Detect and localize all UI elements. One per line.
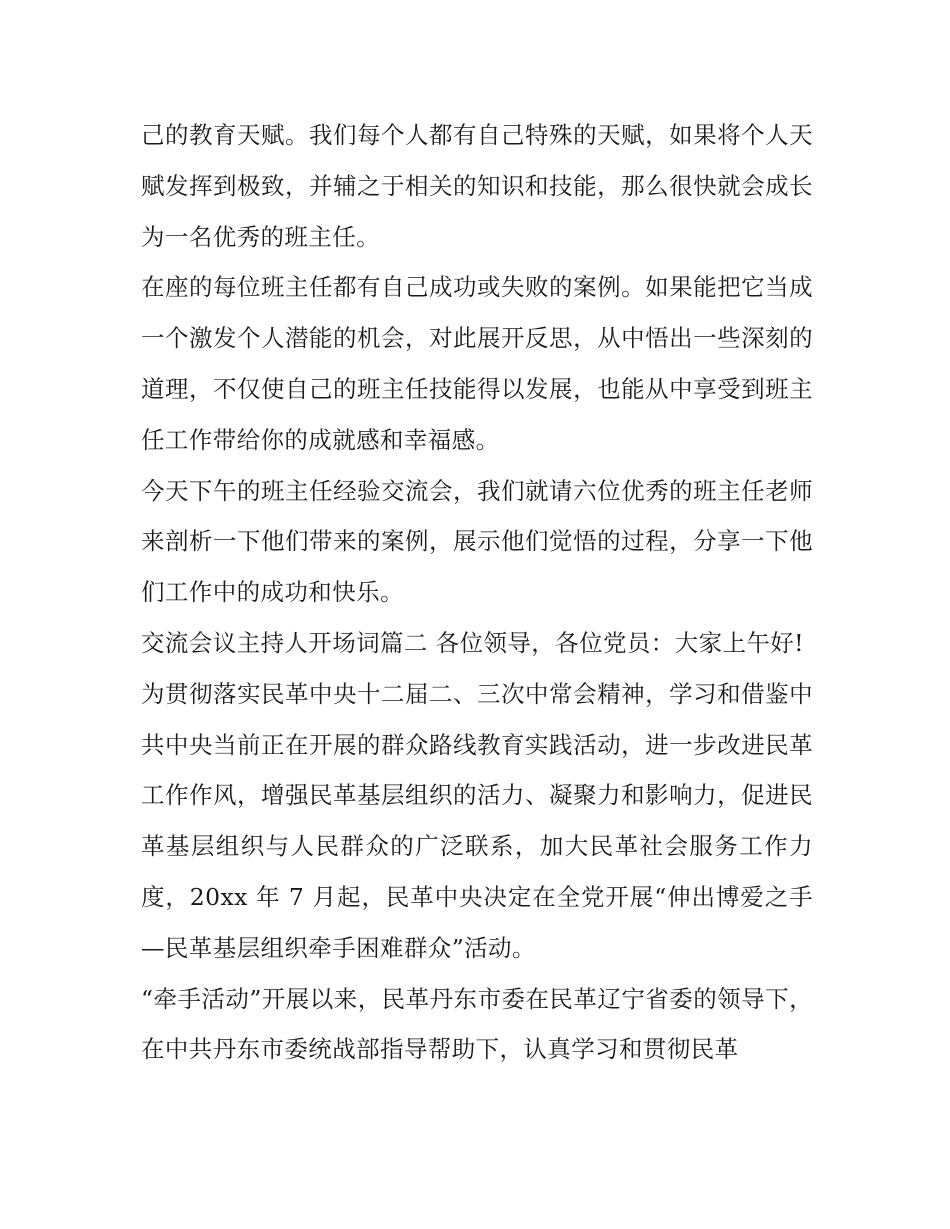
paragraph-4: 交流会议主持人开场词篇二 各位领导，各位党员：大家上午好! <box>141 628 805 657</box>
paragraph-3: 今天下午的班主任经验交流会，我们就请六位优秀的班主任老师来剖析一下他们带来的案例，展示他们觉悟的过程，分享一下他们工作中的成功和快乐。 <box>141 476 813 607</box>
paragraph-2: 在座的每位班主任都有自己成功或失败的案例。如果能把它当成一个激发个人潜能的机会，对此展开反思，从中悟出一些深刻的道理，不仅使自己的班主任技能得以发展，也能从中享受到班主任工作带给你的成就感和幸福感。 <box>141 273 813 454</box>
paragraph-6: “牵手活动”开展以来，民革丹东市委在民革辽宁省委的领导下，在中共丹东市委统战部指导帮助下，认真学习和贯彻民革 <box>141 984 813 1064</box>
document-body <box>141 110 813 1075</box>
paragraph-1: 己的教育天赋。我们每个人都有自己特殊的天赋，如果将个人天赋发挥到极致，并辅之于相关的知识和技能，那么很快就会成长为一名优秀的班主任。 <box>141 121 813 251</box>
paragraph-5: 为贯彻落实民革中央十二届二、三次中常会精神，学习和借鉴中共中央当前正在开展的群众路线教育实践活动，进一步改进民革工作作风，增强民革基层组织的活力、凝聚力和影响力，促进民革基层组织与人民群众的广泛联系，加大民革社会服务工作力度，20xx 年 7 月起，民革中央决定在全党开展“伸出博爱之手—民革基层组织牵手困难群众”活动。 <box>141 679 813 962</box>
